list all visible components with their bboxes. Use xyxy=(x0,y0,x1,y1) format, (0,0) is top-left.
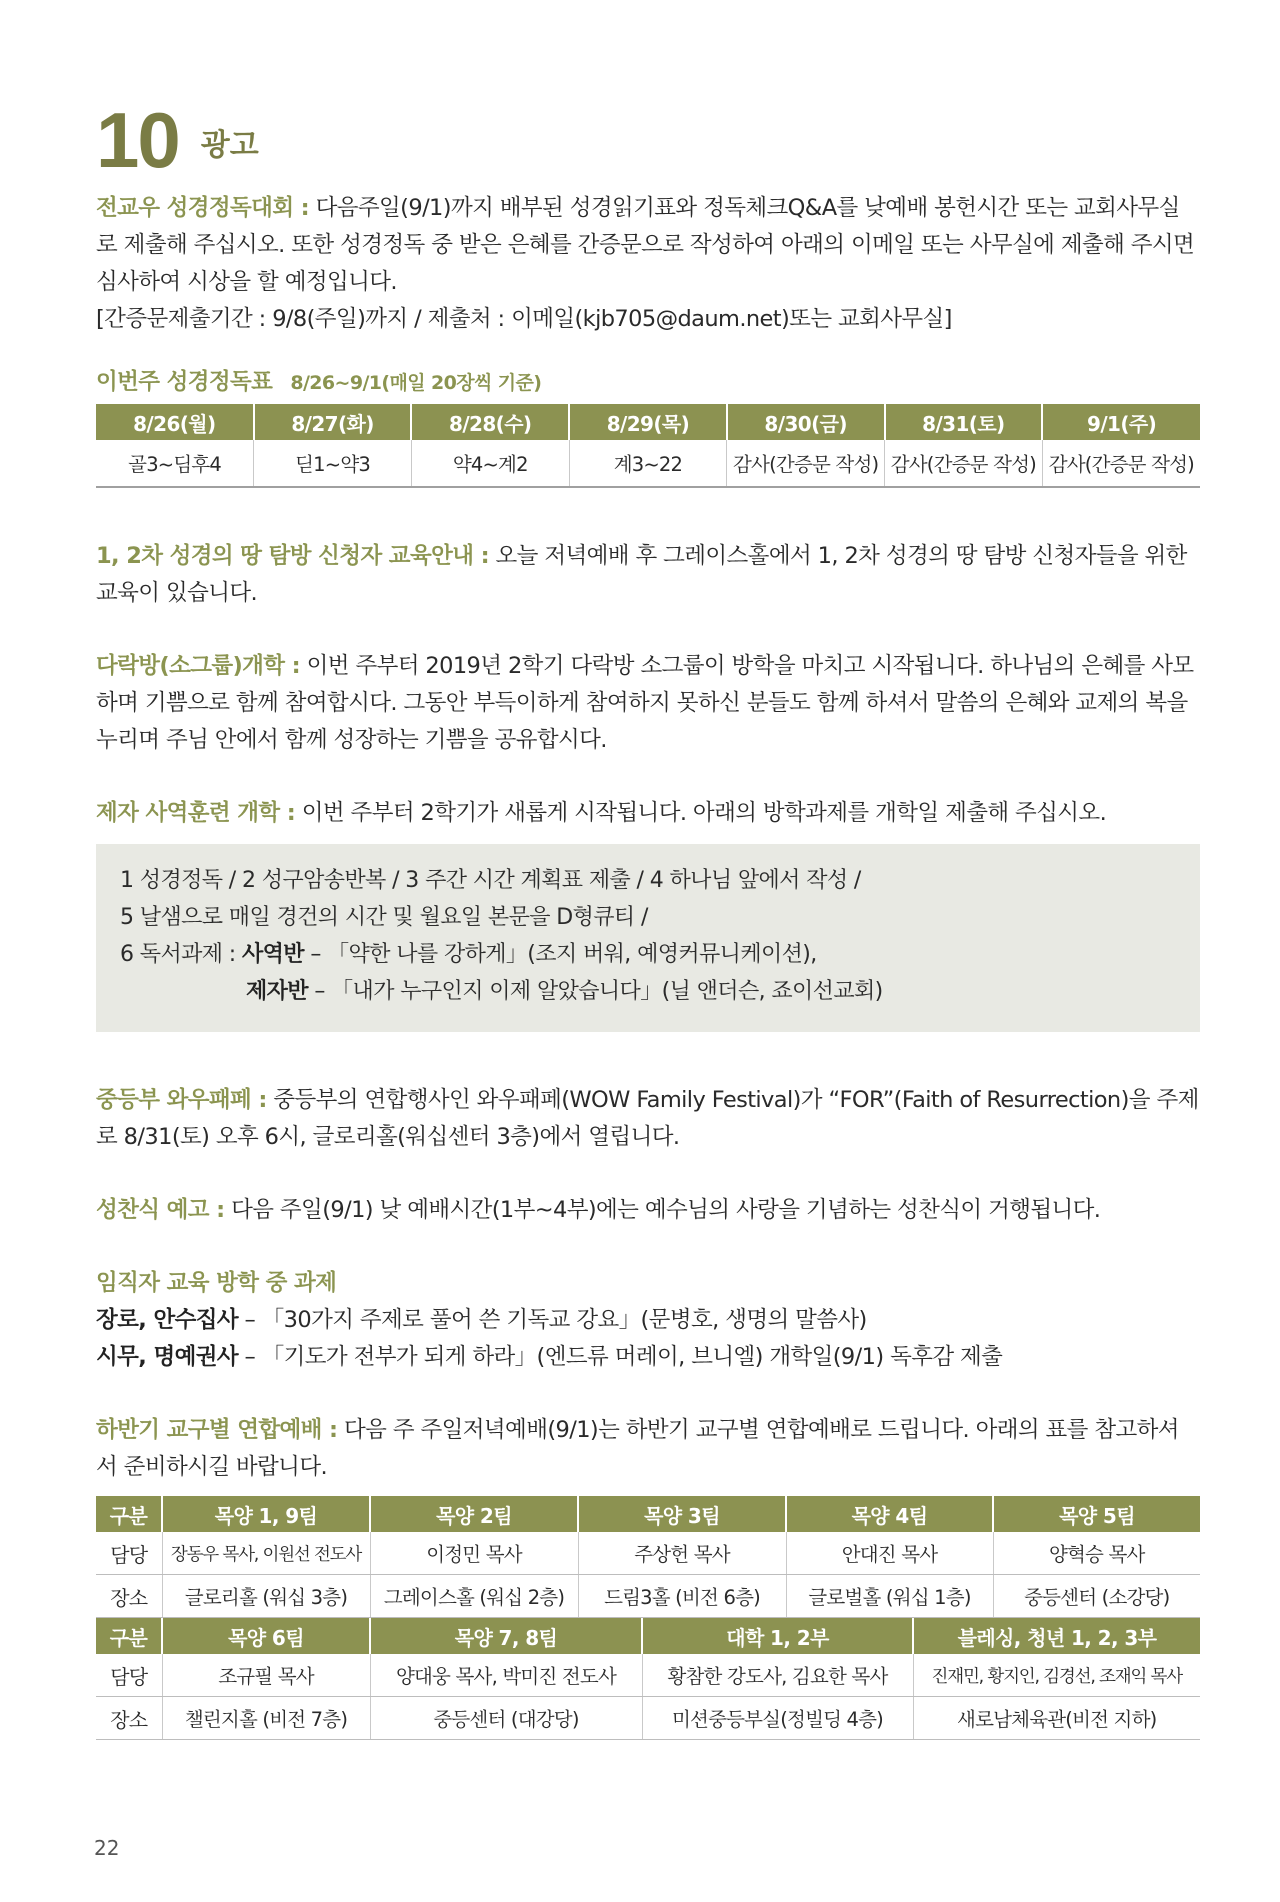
joint-cell: 조규필 목사 xyxy=(162,1654,370,1697)
reading-day-header: 8/29(목) xyxy=(569,404,727,440)
section-header xyxy=(96,90,1200,184)
assignment-line: 1 성경정독 / 2 성구암송반복 / 3 주간 시간 계획표 제출 / 4 하나님 앞에서 작성 / xyxy=(120,868,861,893)
holyland-label: 1, 2차 성경의 땅 탐방 신청자 교육안내 : xyxy=(96,543,489,569)
joint-worship-label: 하반기 교구별 연합예배 : xyxy=(96,1417,338,1443)
darakbang-text: 이번 주부터 2019년 2학기 다락방 소그룹이 방학을 마치고 시작됩니다. 하나님의 은혜를 사모하며 기쁨으로 함께 참여합시다. 그동안 부득이하게 참여하지 못하신 분들도 함께 하셔서 말씀의 은혜와 교제의 복을 누리며 주님 안에서 함께 성장하는 기쁨을 공유합시다. xyxy=(96,653,1194,753)
section-number: 10 xyxy=(96,96,179,184)
joint-cell: 새로남체육관(비전 지하) xyxy=(913,1697,1200,1740)
joint-row-label: 장소 xyxy=(96,1575,162,1618)
holyland-text: 오늘 저녁예배 후 그레이스홀에서 1, 2차 성경의 땅 탐방 신청자들을 위한 교육이 있습니다. xyxy=(96,543,1187,606)
bible-contest-text: 다음주일(9/1)까지 배부된 성경읽기표와 정독체크Q&A를 낮예배 봉헌시간 또는 교회사무실로 제출해 주십시오. 또한 성경정독 중 받은 은혜를 간증문으로 작성하여 아래의 이메일 또는 사무실에 제출해 주시면 심사하여 시상을 할 예정입니다. xyxy=(96,195,1195,295)
joint-row-label: 담당 xyxy=(96,1532,162,1575)
assignment-box xyxy=(96,844,1200,1032)
elders-book: – 「30가지 주제로 풀어 쓴 기독교 강요」(문병호, 생명의 말씀사) xyxy=(238,1307,867,1333)
bible-contest-note: [간증문제출기간 : 9/8(주일)까지 / 제출처 : 이메일(kjb705@daum.net)또는 교회사무실] xyxy=(96,306,952,332)
joint-cell: 그레이스홀 (워십 2층) xyxy=(370,1575,578,1618)
reading-cell: 계3~22 xyxy=(569,440,727,487)
joint-cell: 양혁승 목사 xyxy=(993,1532,1200,1575)
reading-title: 이번주 성경정독표 xyxy=(96,369,273,395)
disciple-class-label: 제자반 xyxy=(246,979,308,1004)
wow-text: 중등부의 연합행사인 와우패페(WOW Family Festival)가 “FOR”(Faith of Resurrection)을 주제로 8/31(토) 오후 6시, 글로리홀(워십센터 3층)에서 열립니다. xyxy=(96,1087,1199,1150)
deaconess-label: 시무, 명예권사 xyxy=(96,1344,238,1370)
reading-cell: 감사(간증문 작성) xyxy=(1042,440,1200,487)
assignment-prefix: 6 독서과제 : xyxy=(120,942,242,967)
reading-cell: 딛1~약3 xyxy=(254,440,412,487)
joint-cell: 글로리홀 (워십 3층) xyxy=(162,1575,370,1618)
reading-title-line xyxy=(96,364,1200,396)
assignment-line: 5 날샘으로 매일 경건의 시간 및 월요일 본문을 D형큐티 / xyxy=(120,905,648,930)
joint-header: 목양 1, 9팀 xyxy=(162,1496,370,1532)
disciple-text: 이번 주부터 2학기가 새롭게 시작됩니다. 아래의 방학과제를 개학일 제출해 주십시오. xyxy=(295,800,1107,826)
section-title: 광고 xyxy=(200,128,259,163)
joint-cell: 양대웅 목사, 박미진 전도사 xyxy=(370,1654,642,1697)
joint-row-places xyxy=(96,1697,1200,1740)
joint-cell: 장동우 목사, 이원선 전도사 xyxy=(162,1532,370,1575)
bible-contest-label: 전교우 성경정독대회 : xyxy=(96,195,310,221)
joint-cell: 글로벌홀 (워십 1층) xyxy=(786,1575,993,1618)
joint-header: 목양 6팀 xyxy=(162,1618,370,1654)
darakbang-paragraph xyxy=(96,648,1200,759)
joint-cell: 주상헌 목사 xyxy=(578,1532,786,1575)
joint-worship-text: 다음 주 주일저녁예배(9/1)는 하반기 교구별 연합예배로 드립니다. 아래의 표를 참고하셔서 준비하시길 바랍니다. xyxy=(96,1417,1179,1480)
disciple-paragraph xyxy=(96,795,1200,832)
joint-header-row xyxy=(96,1496,1200,1532)
bible-contest-notice xyxy=(96,190,1200,338)
ministry-class-label: 사역반 xyxy=(242,942,304,967)
elders-label: 장로, 안수집사 xyxy=(96,1307,238,1333)
joint-header-row xyxy=(96,1618,1200,1654)
joint-header: 블레싱, 청년 1, 2, 3부 xyxy=(913,1618,1200,1654)
joint-row-leaders xyxy=(96,1654,1200,1697)
page xyxy=(96,90,1200,1740)
darakbang-label: 다락방(소그룹)개학 : xyxy=(96,653,301,679)
reading-day-header: 9/1(주) xyxy=(1042,404,1200,440)
reading-table xyxy=(96,404,1200,488)
ministry-class-book: – 「약한 나를 강하게」(조지 버워, 예영커뮤니케이션), xyxy=(303,942,817,967)
reading-schedule xyxy=(96,364,1200,488)
assignment-line xyxy=(120,973,1174,1010)
darakbang-notice xyxy=(96,648,1200,759)
reading-cell-row xyxy=(96,440,1200,487)
holyland-notice xyxy=(96,538,1200,612)
joint-worship-notice xyxy=(96,1412,1200,1740)
joint-row-label: 담당 xyxy=(96,1654,162,1697)
wow-label: 중등부 와우패페 : xyxy=(96,1087,267,1113)
joint-header: 구분 xyxy=(96,1496,162,1532)
communion-label: 성찬식 예고 : xyxy=(96,1197,225,1223)
joint-cell: 중등센터 (소강당) xyxy=(993,1575,1200,1618)
disciple-notice xyxy=(96,795,1200,1032)
reading-day-header: 8/26(월) xyxy=(96,404,254,440)
joint-cell: 안대진 목사 xyxy=(786,1532,993,1575)
officers-line xyxy=(96,1339,1200,1376)
reading-day-header: 8/28(수) xyxy=(411,404,569,440)
page-number: 22 xyxy=(94,1836,120,1860)
joint-header: 구분 xyxy=(96,1618,162,1654)
communion-notice xyxy=(96,1192,1200,1229)
holyland-paragraph xyxy=(96,538,1200,612)
joint-header: 목양 7, 8팀 xyxy=(370,1618,642,1654)
joint-header: 목양 2팀 xyxy=(370,1496,578,1532)
bible-contest-paragraph xyxy=(96,190,1200,301)
disciple-class-book: – 「내가 누구인지 이제 알았습니다」(닐 앤더슨, 죠이선교회) xyxy=(307,979,883,1004)
joint-cell: 황참한 강도사, 김요한 목사 xyxy=(642,1654,913,1697)
communion-text: 다음 주일(9/1) 낮 예배시간(1부~4부)에는 예수님의 사랑을 기념하는 성찬식이 거행됩니다. xyxy=(224,1197,1101,1223)
joint-cell: 중등센터 (대강당) xyxy=(370,1697,642,1740)
wow-paragraph xyxy=(96,1082,1200,1156)
reading-day-header: 8/27(화) xyxy=(254,404,412,440)
reading-day-header: 8/30(금) xyxy=(727,404,885,440)
deaconess-book: – 「기도가 전부가 되게 하라」(엔드류 머레이, 브니엘) 개학일(9/1) 독후감 제출 xyxy=(238,1344,1003,1370)
reading-subtitle: 8/26~9/1(매일 20장씩 기준) xyxy=(290,372,542,394)
reading-cell: 감사(간증문 작성) xyxy=(727,440,885,487)
joint-row-places xyxy=(96,1575,1200,1618)
joint-header: 대학 1, 2부 xyxy=(642,1618,913,1654)
joint-header: 목양 3팀 xyxy=(578,1496,786,1532)
assignment-line xyxy=(120,936,1174,973)
officers-title: 임직자 교육 방학 중 과제 xyxy=(96,1270,337,1296)
reading-cell: 약4~계2 xyxy=(411,440,569,487)
joint-worship-paragraph xyxy=(96,1412,1200,1486)
disciple-label: 제자 사역훈련 개학 : xyxy=(96,800,296,826)
reading-header-row xyxy=(96,404,1200,440)
reading-day-header: 8/31(토) xyxy=(885,404,1043,440)
officers-notice xyxy=(96,1265,1200,1376)
joint-cell: 드림3홀 (비전 6층) xyxy=(578,1575,786,1618)
joint-row-leaders xyxy=(96,1532,1200,1575)
reading-cell: 감사(간증문 작성) xyxy=(885,440,1043,487)
wow-notice xyxy=(96,1082,1200,1156)
officers-line xyxy=(96,1302,1200,1339)
joint-worship-table-1 xyxy=(96,1496,1200,1618)
joint-cell: 챌린지홀 (비전 7층) xyxy=(162,1697,370,1740)
joint-header: 목양 5팀 xyxy=(993,1496,1200,1532)
joint-header: 목양 4팀 xyxy=(786,1496,993,1532)
communion-paragraph xyxy=(96,1192,1200,1229)
joint-cell: 이정민 목사 xyxy=(370,1532,578,1575)
reading-cell: 골3~딤후4 xyxy=(96,440,254,487)
joint-row-label: 장소 xyxy=(96,1697,162,1740)
joint-cell: 미션중등부실(정빌딩 4층) xyxy=(642,1697,913,1740)
joint-cell: 진재민, 황지인, 김경선, 조재익 목사 xyxy=(913,1654,1200,1697)
joint-worship-table-2 xyxy=(96,1618,1200,1740)
